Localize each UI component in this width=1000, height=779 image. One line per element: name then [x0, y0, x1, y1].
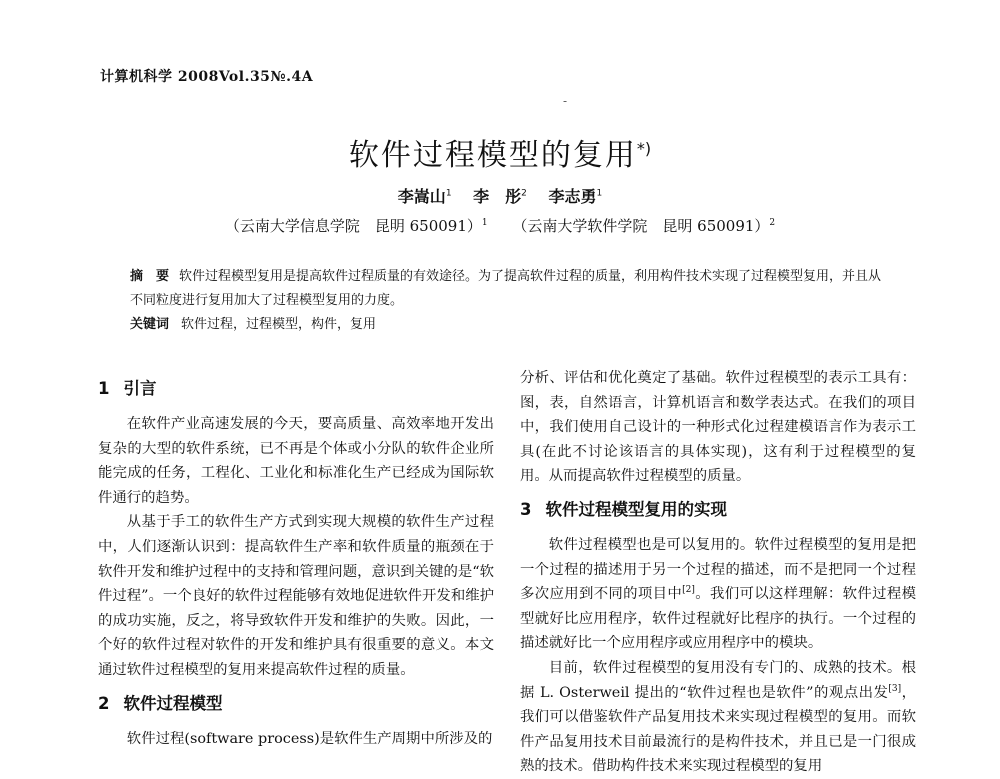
keywords-label: 关键词 — [130, 317, 170, 332]
author: 李志勇$^1$ — [548, 187, 603, 206]
affiliation-list — [0, 215, 1000, 236]
paragraph: 软件过程模型也是可以复用的。软件过程模型的复用是把一个过程的描述用于另一个过程的描述，而不是把同一个过程多次应用到不同的项目中[2]。我们可以这样理解：软件过程模型就好比应用程序，软件过程就好比程序的执行。一个过程的描述就好比一个应用程序或应用程序中的模块。 — [520, 536, 916, 652]
paper-title — [0, 130, 1000, 174]
section-heading: 1 引言 — [98, 379, 157, 398]
title-footnote-mark: *) — [636, 139, 652, 158]
author: 李 彤$^2$ — [473, 187, 527, 206]
journal-header: 计算机科学 2008Vol.35№.4A — [100, 69, 314, 85]
author: 李嵩山$^1$ — [397, 187, 452, 206]
paragraph: 分析、评估和优化奠定了基础。软件过程模型的表示工具有：图，表，自然语言，计算机语言和数学表达式。在我们的项目中，我们使用自己设计的一种形式化过程建模语言作为表示工具(在此不讨论该语言的具体实现)，这有利于过程模型的复用。从而提高软件过程模型的质量。 — [520, 370, 916, 485]
paragraph: 从基于手工的软件生产方式到实现大规模的软件生产过程中，人们逐渐认识到：提高软件生产率和软件质量的瓶颈在于软件开发和维护过程中的支持和管理问题，意识到关键的是“软件过程”。一个良好的软件过程能够有效地促进软件开发和维护的成功实施，反之，将导致软件开发和维护的失败。因此，一个好的软件过程对软件的开发和维护具有很重要的意义。本文通过软件过程模型的复用来提高软件过程的质量。 — [98, 514, 494, 678]
paragraph: 软件过程(software process)是软件生产周期中所涉及的 — [126, 730, 493, 747]
paragraph: 在软件产业高速发展的今天，要高质量、高效率地开发出复杂的大型的软件系统，已不再是个体或小分队的软件企业所能完成的任务，工程化、工业化和标准化生产已经成为国际软件通行的趋势。 — [98, 416, 494, 506]
citation: [3] — [888, 683, 902, 694]
citation: [2] — [682, 585, 695, 596]
keywords — [130, 313, 890, 337]
left-column — [98, 368, 494, 751]
paragraph: 目前，软件过程模型的复用没有专门的、成熟的技术。根据 L. Osterweil 提出的“软件过程也是软件”的观点出发[3]，我们可以借鉴软件产品复用技术来实现过程模型的复用。而软件产品复用技术目前最流行的是构件技术，并且已是一门很成熟的技术。借助构件技术来实现过程模型的复用 — [520, 659, 916, 775]
keywords-text: 软件过程，过程模型，构件，复用 — [181, 317, 377, 332]
section-heading: 2 软件过程模型 — [98, 693, 223, 713]
section-heading: 3 软件过程模型复用的实现 — [520, 499, 727, 519]
title-text: 软件过程模型的复用 — [348, 138, 637, 173]
author-list — [0, 184, 1000, 207]
abstract-label: 摘 要 — [130, 269, 170, 284]
affiliation: （云南大学软件学院 昆明 650091）$^2$ — [512, 217, 776, 235]
abstract-text: 软件过程模型复用是提高软件过程质量的有效途径。为了提高软件过程的质量，利用构件技术实现了过程模型复用，并且从不同粒度进行复用加大了过程模型复用的力度。 — [130, 269, 882, 308]
right-column — [520, 366, 916, 779]
page-mark: - — [563, 94, 568, 108]
abstract — [130, 265, 890, 313]
affiliation: （云南大学信息学院 昆明 650091）$^1$ — [224, 217, 488, 235]
